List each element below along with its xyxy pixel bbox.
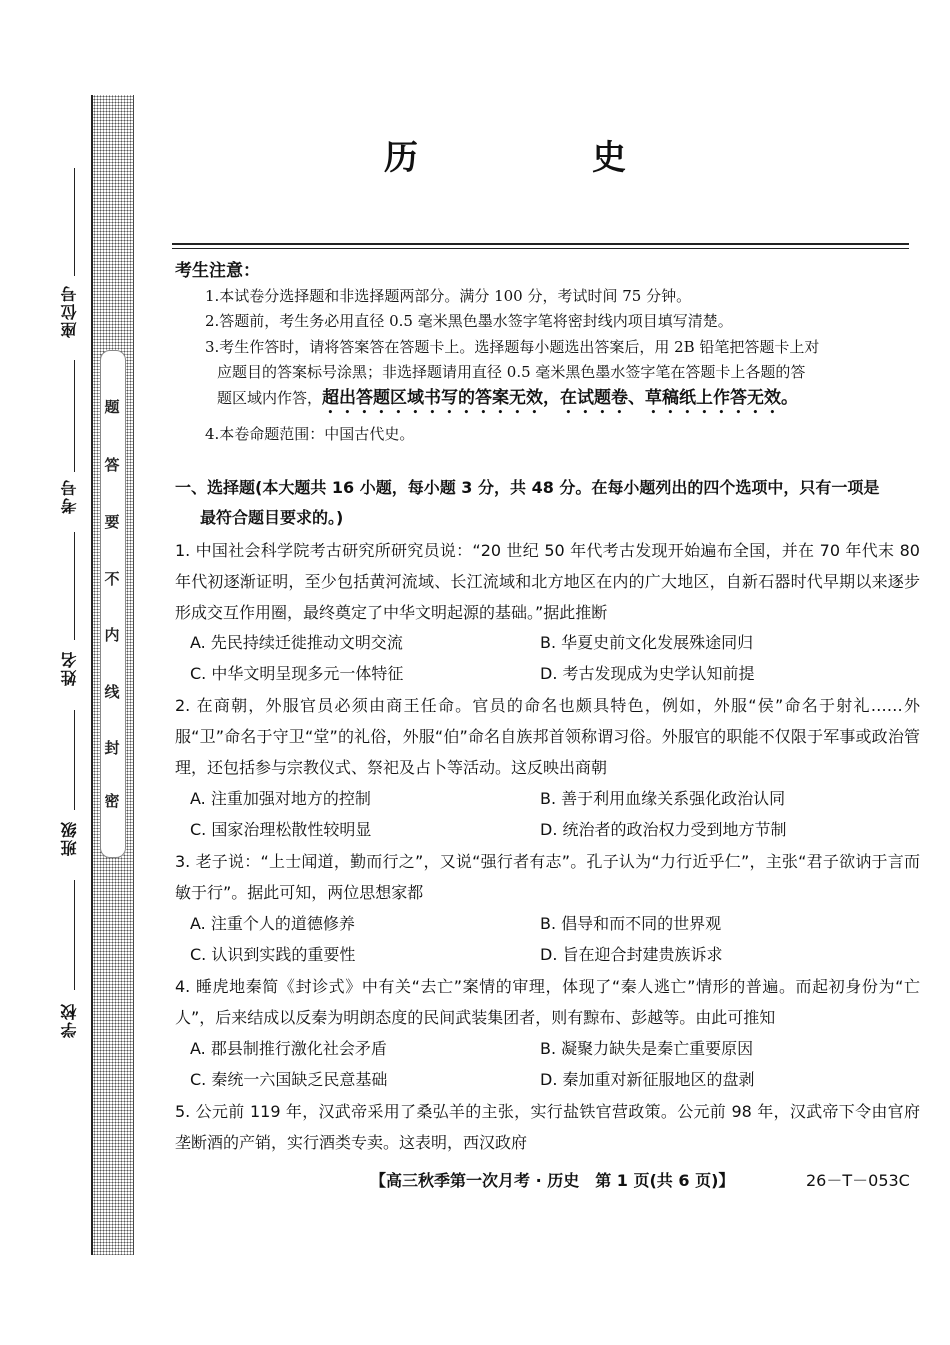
notice-item: 4.本卷命题范围：中国古代史。 (205, 425, 415, 443)
option-d[interactable]: D. 统治者的政治权力受到地方节制 (540, 820, 787, 839)
option-c[interactable]: C. 中华文明呈现多元一体特征 (190, 664, 404, 683)
name-label: 姓名 (60, 650, 79, 686)
exam-number-line[interactable] (74, 360, 75, 472)
option-group (190, 908, 890, 970)
name-line[interactable] (74, 532, 75, 640)
question-stem: 4. 睡虎地秦简《封诊式》中有关“去亡”案情的审理，体现了“秦人逃亡”情形的普遍。而起初身份为“亡人”，后来结成以反秦为明朗态度的民间武装集团者，则有黥布、彭越等。由此可推知 (175, 977, 920, 1027)
notice-item: 应题目的答案标号涂黑；非选择题请用直径 0.5 毫米黑色墨水签字笔在答题卡上各题的答 (217, 363, 806, 381)
school-label: 学校 (60, 1002, 79, 1038)
option-group (190, 627, 890, 689)
seal-char: 答 (104, 456, 120, 474)
option-a[interactable]: A. 注重个人的道德修养 (190, 914, 355, 933)
question-stem: 1. 中国社会科学院考古研究所研究员说：“20 世纪 50 年代考古发现开始遍布全国，并在 70 年代末 80 年代初逐渐证明，至少包括黄河流域、长江流域和北方地区在内的广大地区，自新石器时代早期以来逐步形成交互作用圈，最终奠定了中华文明起源的基础。”据此推断 (175, 541, 920, 622)
option-a[interactable]: A. 注重加强对地方的控制 (190, 789, 371, 808)
seal-char: 封 (104, 739, 120, 757)
page-title: 历 史 (384, 138, 696, 178)
question-stem: 3. 老子说：“上士闻道，勤而行之”，又说“强行者有志”。孔子认为“力行近乎仁”，主张“君子欲讷于言而敏于行”。据此可知，两位思想家都 (175, 852, 920, 902)
option-b[interactable]: B. 倡导和而不同的世界观 (540, 914, 722, 933)
header-divider (172, 243, 909, 249)
section-heading (175, 473, 920, 533)
notice-text: 题区域内作答， (217, 389, 323, 407)
seal-char: 题 (104, 398, 120, 416)
seal-char: 密 (104, 792, 120, 810)
notice-item (217, 388, 927, 418)
option-group (190, 783, 890, 845)
option-c[interactable]: C. 秦统一六国缺乏民意基础 (190, 1070, 388, 1089)
seal-char: 内 (104, 626, 120, 644)
notice-item: 3.考生作答时，请将答案答在答题卡上。选择题每小题选出答案后，用 2B 铅笔把答题卡上对 (205, 338, 820, 356)
paper-code: 26－T－053C (806, 1171, 910, 1190)
notice-emphasis: 超出答题区域书写的答案无效，在试题卷、草稿纸上作答无效。 (322, 388, 799, 408)
question-stem: 2. 在商朝，外服官员必须由商王任命。官员的命名也颇具特色，例如，外服“侯”命名于射礼……外服“卫”命名于守卫“堂”的礼俗，外服“伯”命名自族邦首领称谓习俗。外服官的职能不仅限于军事或政治管理，还包括参与宗教仪式、祭祀及占卜等活动。这反映出商朝 (175, 696, 920, 777)
page-footer: 【高三秋季第一次月考 · 历史 第 1 页(共 6 页)】 (370, 1171, 735, 1190)
section-heading-line: 一、选择题(本大题共 16 小题，每小题 3 分，共 48 分。在每小题列出的四个选项中，只有一项是 (175, 478, 880, 497)
notice-item: 2.答题前，考生务必用直径 0.5 毫米黑色墨水签字笔将密封线内项目填写清楚。 (205, 312, 733, 330)
seat-number-line[interactable] (74, 168, 75, 276)
school-line[interactable] (74, 880, 75, 990)
option-c[interactable]: C. 国家治理松散性较明显 (190, 820, 372, 839)
class-label: 班级 (60, 820, 79, 856)
seal-char: 要 (104, 513, 120, 531)
class-line[interactable] (74, 710, 75, 810)
option-d[interactable]: D. 考古发现成为史学认知前提 (540, 664, 755, 683)
exam-number-label: 考号 (60, 478, 79, 514)
option-a[interactable]: A. 郡县制推行激化社会矛盾 (190, 1039, 387, 1058)
option-d[interactable]: D. 秦加重对新征服地区的盘剥 (540, 1070, 755, 1089)
option-b[interactable]: B. 华夏史前文化发展殊途同归 (540, 633, 754, 652)
notice-heading: 考生注意： (175, 261, 260, 281)
seal-char: 线 (104, 683, 120, 701)
notice-item: 1.本试卷分选择题和非选择题两部分。满分 100 分，考试时间 75 分钟。 (205, 287, 692, 305)
option-b[interactable]: B. 凝聚力缺失是秦亡重要原因 (540, 1039, 754, 1058)
option-a[interactable]: A. 先民持续迁徙推动文明交流 (190, 633, 403, 652)
seal-char: 不 (104, 570, 120, 588)
option-d[interactable]: D. 旨在迎合封建贵族诉求 (540, 945, 723, 964)
option-b[interactable]: B. 善于利用血缘关系强化政治认同 (540, 789, 786, 808)
option-c[interactable]: C. 认识到实践的重要性 (190, 945, 356, 964)
question-stem: 5. 公元前 119 年，汉武帝采用了桑弘羊的主张，实行盐铁官营政策。公元前 98 年，汉武帝下令由官府垄断酒的产销，实行酒类专卖。这表明，西汉政府 (175, 1102, 920, 1152)
option-group (190, 1033, 890, 1095)
section-heading-line: 最符合题目要求的。) (200, 508, 344, 527)
seat-number-label: 座位号 (60, 284, 79, 338)
seal-line-box (100, 350, 126, 858)
